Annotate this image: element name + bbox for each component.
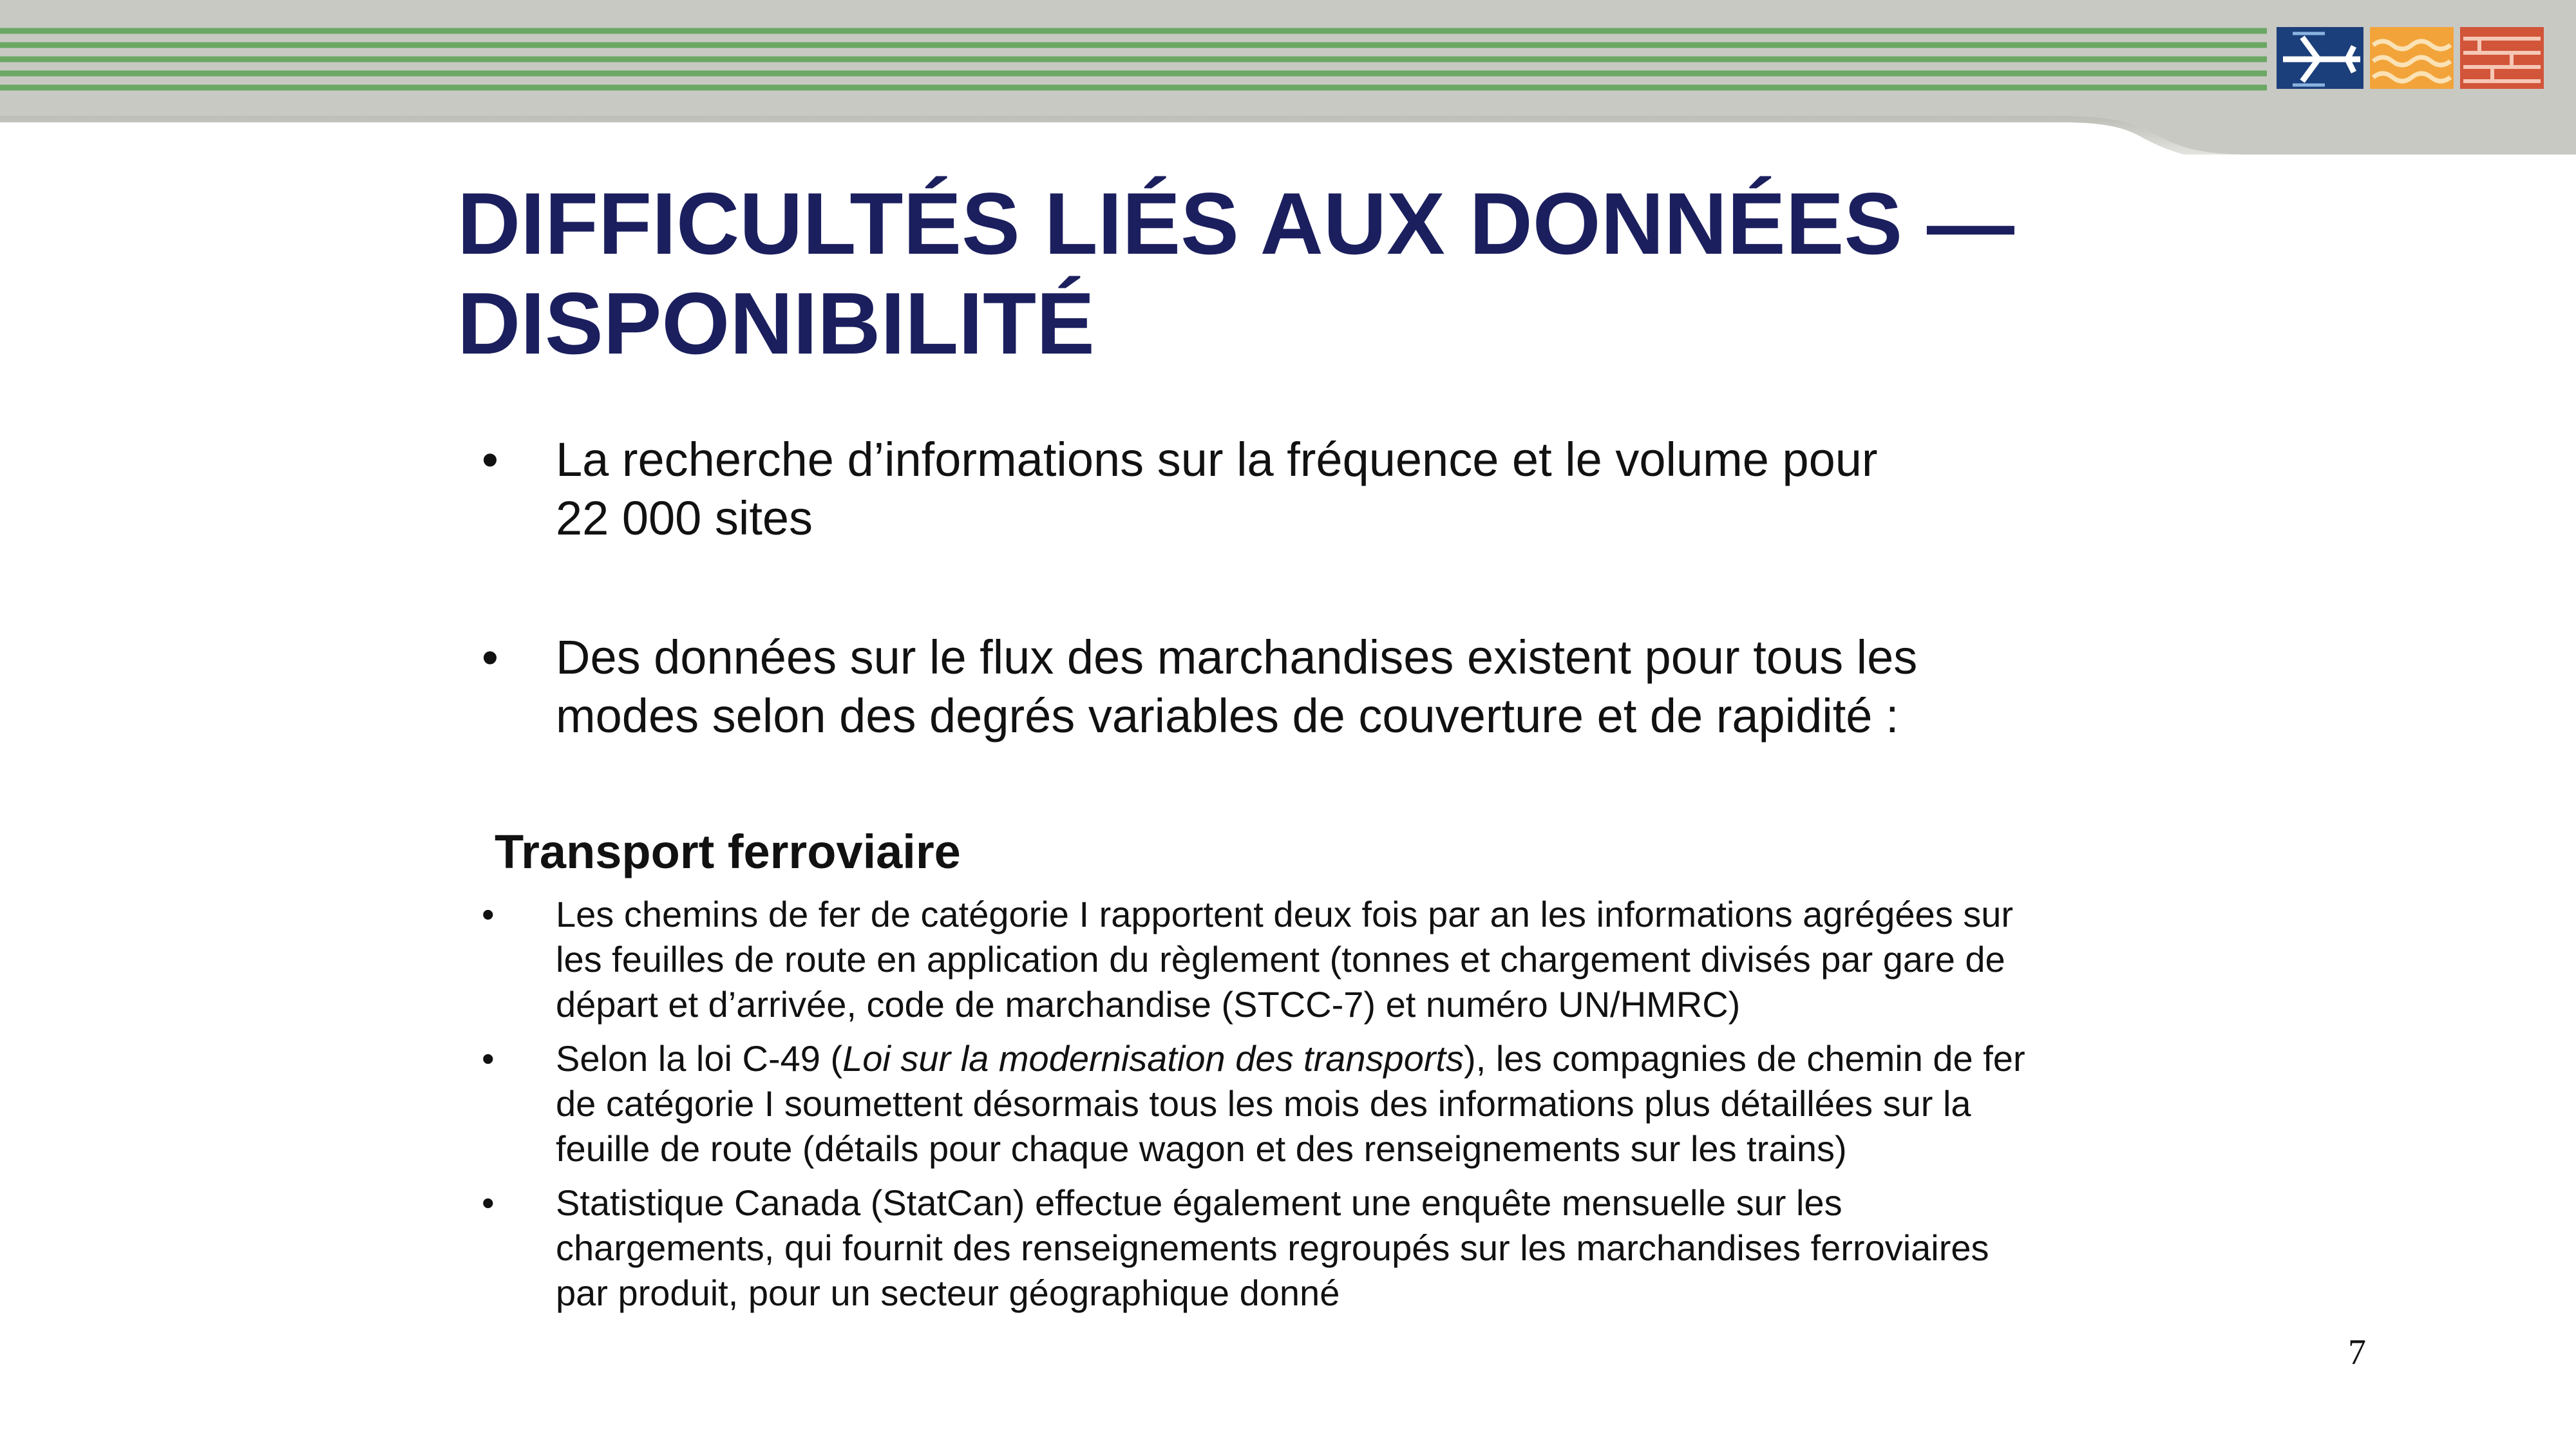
rail-bullet-2 [482,1036,2130,1171]
section-heading: Transport ferroviaire [495,825,961,878]
bullet-marker: • [482,894,495,934]
rail-bullet-1 [482,892,2130,1027]
title-line-1: DIFFICULTÉS LIÉS AUX DONNÉES — [457,175,2014,272]
waves-icon [2370,27,2454,89]
bullet-text-line: feuille de route (détails pour chaque wagon et des renseignements sur les trains) [556,1128,1847,1169]
bullet-marker: • [482,1182,495,1223]
bullet-marker: • [482,630,498,684]
bullet-text-line: modes selon des degrés variables de couverture et de rapidité : [556,689,1899,743]
title-line-2: DISPONIBILITÉ [457,274,1095,372]
rail-bullet-3 [482,1180,2130,1316]
bullet-text-line: de catégorie I soumettent désormais tous les mois des informations plus détaillées sur la [556,1083,1971,1124]
text-post: ), les compagnies de chemin de fer [1464,1038,2025,1079]
header-band [0,0,2576,155]
bullet-text-line [556,1036,2130,1081]
bullet-text-line: Statistique Canada (StatCan) effectue également une enquête mensuelle sur les [556,1182,1842,1223]
bullet-marker: • [482,1038,495,1079]
text-pre: Selon la loi C-49 ( [556,1038,843,1079]
main-bullet-2 [482,628,1963,745]
bullet-text-line: par produit, pour un secteur géographique donné [556,1273,1340,1313]
page-number: 7 [2348,1332,2366,1372]
bullet-text-line: Les chemins de fer de catégorie I rapportent deux fois par an les informations agrégées sur [556,894,2014,934]
main-bullet-1 [482,430,1963,547]
bullet-text-line: Des données sur le flux des marchandises existent pour tous les [556,630,1918,684]
bullet-text-line: 22 000 sites [556,491,813,545]
law-title: Loi sur la modernisation des transports [842,1038,1464,1079]
bullet-text-line: chargements, qui fournit des renseignements regroupés sur les marchandises ferroviaires [556,1227,1989,1268]
bullet-text-line: départ et d’arrivée, code de marchandise (STCC-7) et numéro UN/HMRC) [556,984,1741,1025]
bullet-text-line: La recherche d’informations sur la fréquence et le volume pour [556,433,1878,486]
slide-title [457,174,2196,374]
airplane-icon [2277,27,2363,89]
bullet-text-line: les feuilles de route en application du règlement (tonnes et chargement divisés par gare de [556,939,2005,980]
rail-bricks-icon [2460,27,2544,89]
bullet-marker: • [482,433,498,486]
